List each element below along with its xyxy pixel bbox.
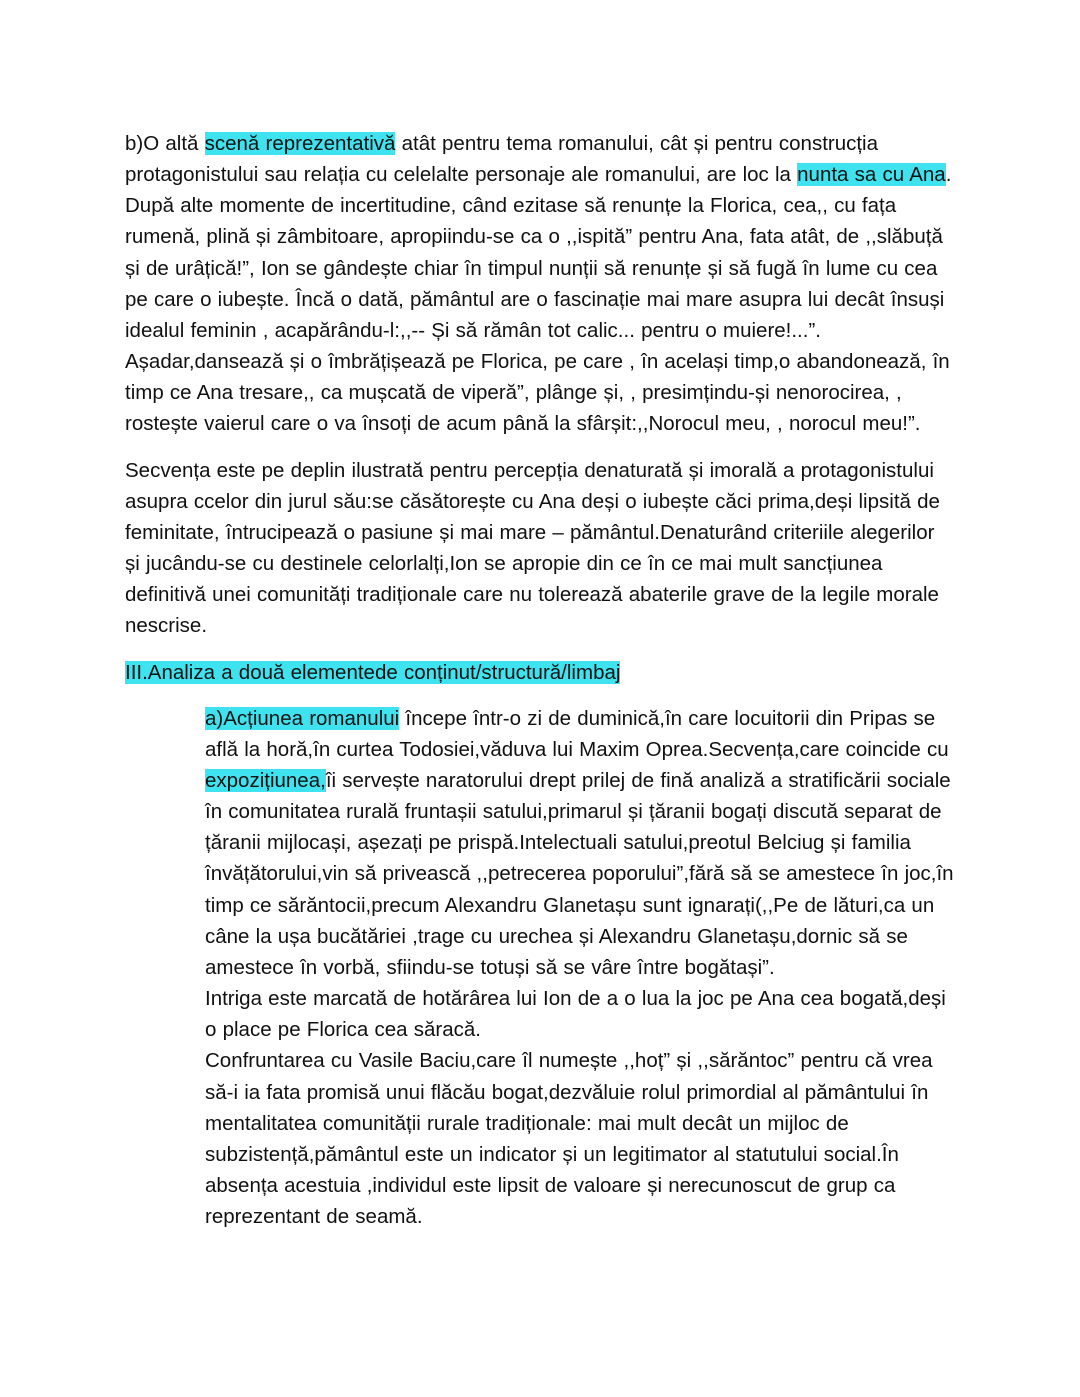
paragraph-confruntarea bbox=[205, 1045, 955, 1232]
heading-analiza bbox=[125, 657, 955, 688]
highlighted-text: scenă reprezentativă bbox=[204, 132, 396, 155]
text-run: Confruntarea cu Vasile Baciu,care îl numește ,,hoț” și ,,sărăntoc” pentru că vrea să-i ia fata promisă unui flăcău bogat,dezvăluie rolul primordial al pământului în mentalitatea comunității rurale tradiționale: mai mult decât un mijloc de subzistență,pământul este un indicator și un legitimator al statutului social.În absența acestuia ,individul este lipsit de valoare și nerecunoscut de grup ca reprezentant de seamă. bbox=[205, 1049, 933, 1229]
text-run: Secvența este pe deplin ilustrată pentru percepția denaturată și imorală a protagonistului asupra ccelor din jurul său:se căsătorește cu Ana deși o iubește căci prima,deși lipsită de feminitate, întrucipează o pasiune și mai mare – pământul.Denaturând criteriile alegerilor și jucându-se cu destinele celorlalți,Ion se apropie din ce în ce mai mult sancțiunea definitivă unei comunități tradiționale care nu tolerează abaterile grave de la legile morale nescrise. bbox=[125, 458, 940, 638]
text-run: . După alte momente de incertitudine, când ezitase să renunțe la Florica, cea,, cu fața rumenă, plină și zâmbitoare, apropiindu-se ca o ,,ispită” pentru Ana, fata atât, de ,,slăbuță și de urâțică!”, Ion se gândește chiar în timpul nunții să renunțe și să fugă în lume cu cea pe care o iubește. Încă o dată, pământul are o fascinație mai mare asupra lui decât însuși idealul feminin , acapărându-l:,,-- Și să rămân tot calic... pentru o muiere!...”. Așadar,dansează și o îmbrățișează pe Florica, pe care , în același timp,o abandonează, în timp ce Ana tresare,, ca mușcată de viperă”, plânge și, , presimțindu-și nenorocirea, , rostește vaierul care o va însoți de acum până la sfârșit:,,Norocul meu, , norocul meu!”. bbox=[125, 163, 952, 436]
paragraph-b-scene bbox=[125, 128, 955, 440]
text-run: Intriga este marcată de hotărârea lui Ion de a o lua la joc pe Ana cea bogată,deși o place pe Florica cea săracă. bbox=[205, 987, 946, 1042]
text-run: atât pentru tema romanului, cât și pentru construcția protagonistului sau relația cu celelalte personaje ale romanului, are loc la bbox=[125, 132, 879, 187]
highlighted-text: III.Analiza a două elementede conținut/structură/limbaj bbox=[125, 660, 621, 684]
text-run: începe într-o zi de duminică,în care locuitorii din Pripas se află la horă,în curtea Todosiei,văduva lui Maxim Oprea.Secvența,care coincide cu bbox=[205, 706, 949, 761]
highlighted-text: expozițiunea, bbox=[205, 768, 326, 792]
text-run: b)O altă bbox=[125, 132, 205, 155]
paragraph-secventa bbox=[125, 455, 955, 642]
text-run: îi servește naratorului drept prilej de fină analiză a stratificării sociale în comunitatea rurală fruntașii satului,primarul și țăranii bogați discută separat de țăranii mijlocași, așezați pe prispă.Intelectuali satului,preotul Belciug și familia învățătorului,vin să privească ,,petrecerea poporului”,fără să se amestece în joc,în timp ce sărăntocii,precum Alexandru Glanetașu sunt ignarați(,,Pe de lături,ca un câne la ușa bucătăriei ,trage cu urechea și Alexandru Glanetașu,dornic să se amestece în vorbă, sfiindu-se totuși să se vâre între bogătași”. bbox=[205, 768, 954, 979]
highlighted-text: nunta sa cu Ana bbox=[797, 163, 946, 187]
paragraph-a-actiunea bbox=[205, 703, 955, 983]
document-body bbox=[125, 128, 955, 1232]
highlighted-text: a)Acțiunea romanului bbox=[205, 706, 400, 730]
paragraph-intriga bbox=[205, 983, 955, 1045]
